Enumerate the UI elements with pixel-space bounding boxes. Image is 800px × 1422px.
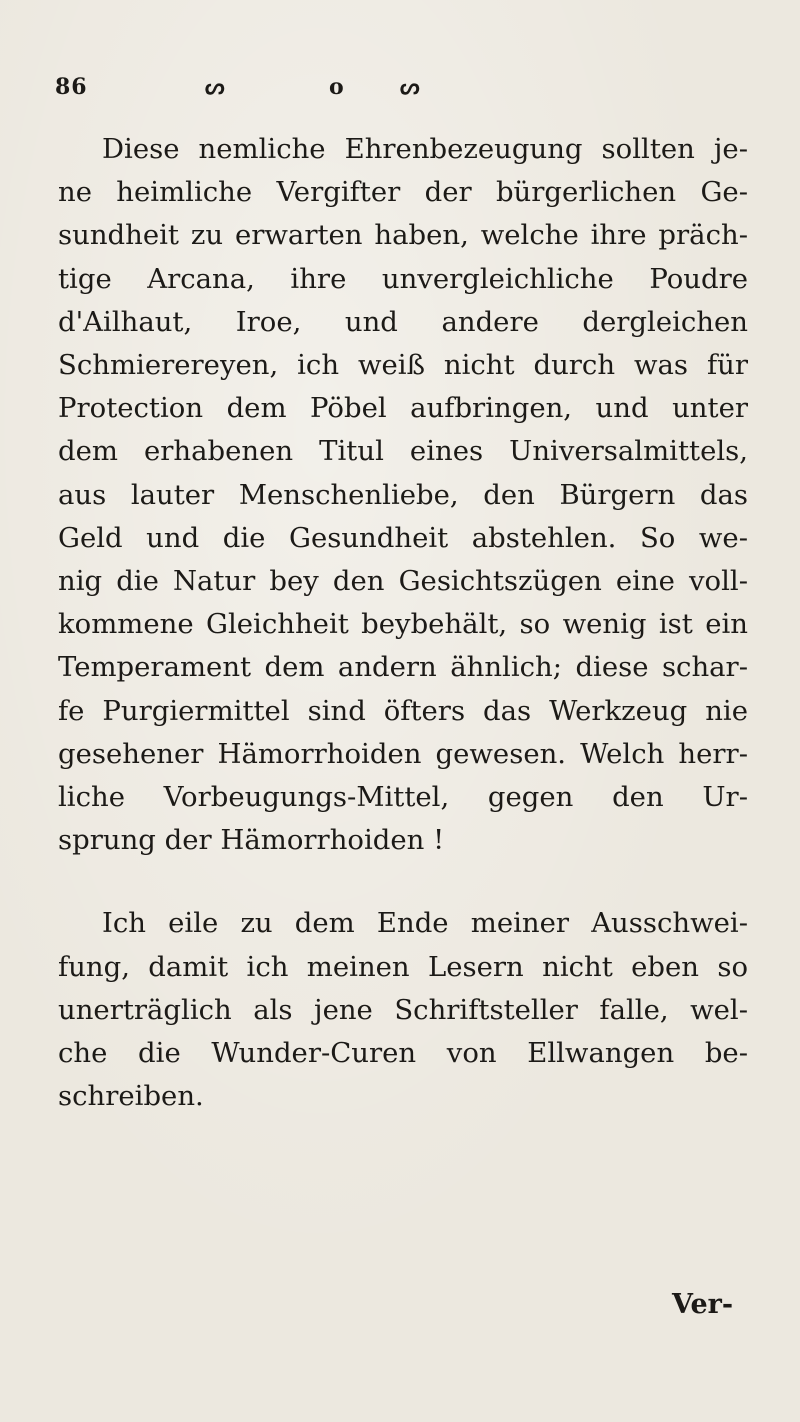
text-line: gesehener Hämorrhoiden gewesen. Welch herr- xyxy=(58,737,748,770)
text-line: Diese nemliche Ehrenbezeugung sollten je- xyxy=(102,133,748,165)
text-line: dem erhabenen Titul eines Universalmittels, xyxy=(58,435,748,468)
ornament-right-icon: ᔕ xyxy=(400,74,420,100)
page-number: 86 xyxy=(55,74,88,100)
text-line: sprung der Hämorrhoiden ! xyxy=(58,824,445,857)
text-line: schreiben. xyxy=(58,1080,204,1113)
catchword: Ver- xyxy=(672,1289,734,1320)
paragraph-2 xyxy=(58,902,748,1118)
text-line: sundheit zu erwarten haben, welche ihre präch- xyxy=(58,219,748,252)
text-line: d'Ailhaut, Iroe, und andere dergleichen xyxy=(58,305,748,338)
text-line: kommene Gleichheit beybehält, so wenig ist ein xyxy=(58,608,748,641)
text-line: Schmierereyen, ich weiß nicht durch was für xyxy=(58,349,748,382)
text-line: liche Vorbeugungs-Mittel, gegen den Ur- xyxy=(58,781,748,814)
text-line: che die Wunder-Curen von Ellwangen be- xyxy=(58,1037,748,1070)
body-text xyxy=(58,128,748,1118)
page-header xyxy=(55,74,575,114)
text-line: Temperament dem andern ähnlich; diese schar- xyxy=(58,651,748,684)
text-line: fung, damit ich meinen Lesern nicht eben so xyxy=(58,950,748,983)
text-line: nig die Natur bey den Gesichtszügen eine voll- xyxy=(58,565,748,598)
text-line: Ich eile zu dem Ende meiner Ausschwei- xyxy=(102,907,748,940)
text-line: tige Arcana, ihre unvergleichliche Poudre xyxy=(58,262,748,295)
text-line: unerträglich als jene Schriftsteller falle, wel- xyxy=(58,993,748,1026)
paragraph-1 xyxy=(58,128,748,862)
text-line: Protection dem Pöbel aufbringen, und unter xyxy=(58,392,748,425)
ornament-left-icon: ᔕ xyxy=(205,74,225,100)
text-line: ne heimliche Vergifter der bürgerlichen Ge- xyxy=(58,176,748,209)
text-line: aus lauter Menschenliebe, den Bürgern das xyxy=(58,478,748,511)
text-line: Geld und die Gesundheit abstehlen. So we- xyxy=(58,521,748,554)
ornament-center-icon: o xyxy=(329,74,344,100)
text-line: fe Purgiermittel sind öfters das Werkzeug nie xyxy=(58,694,748,727)
